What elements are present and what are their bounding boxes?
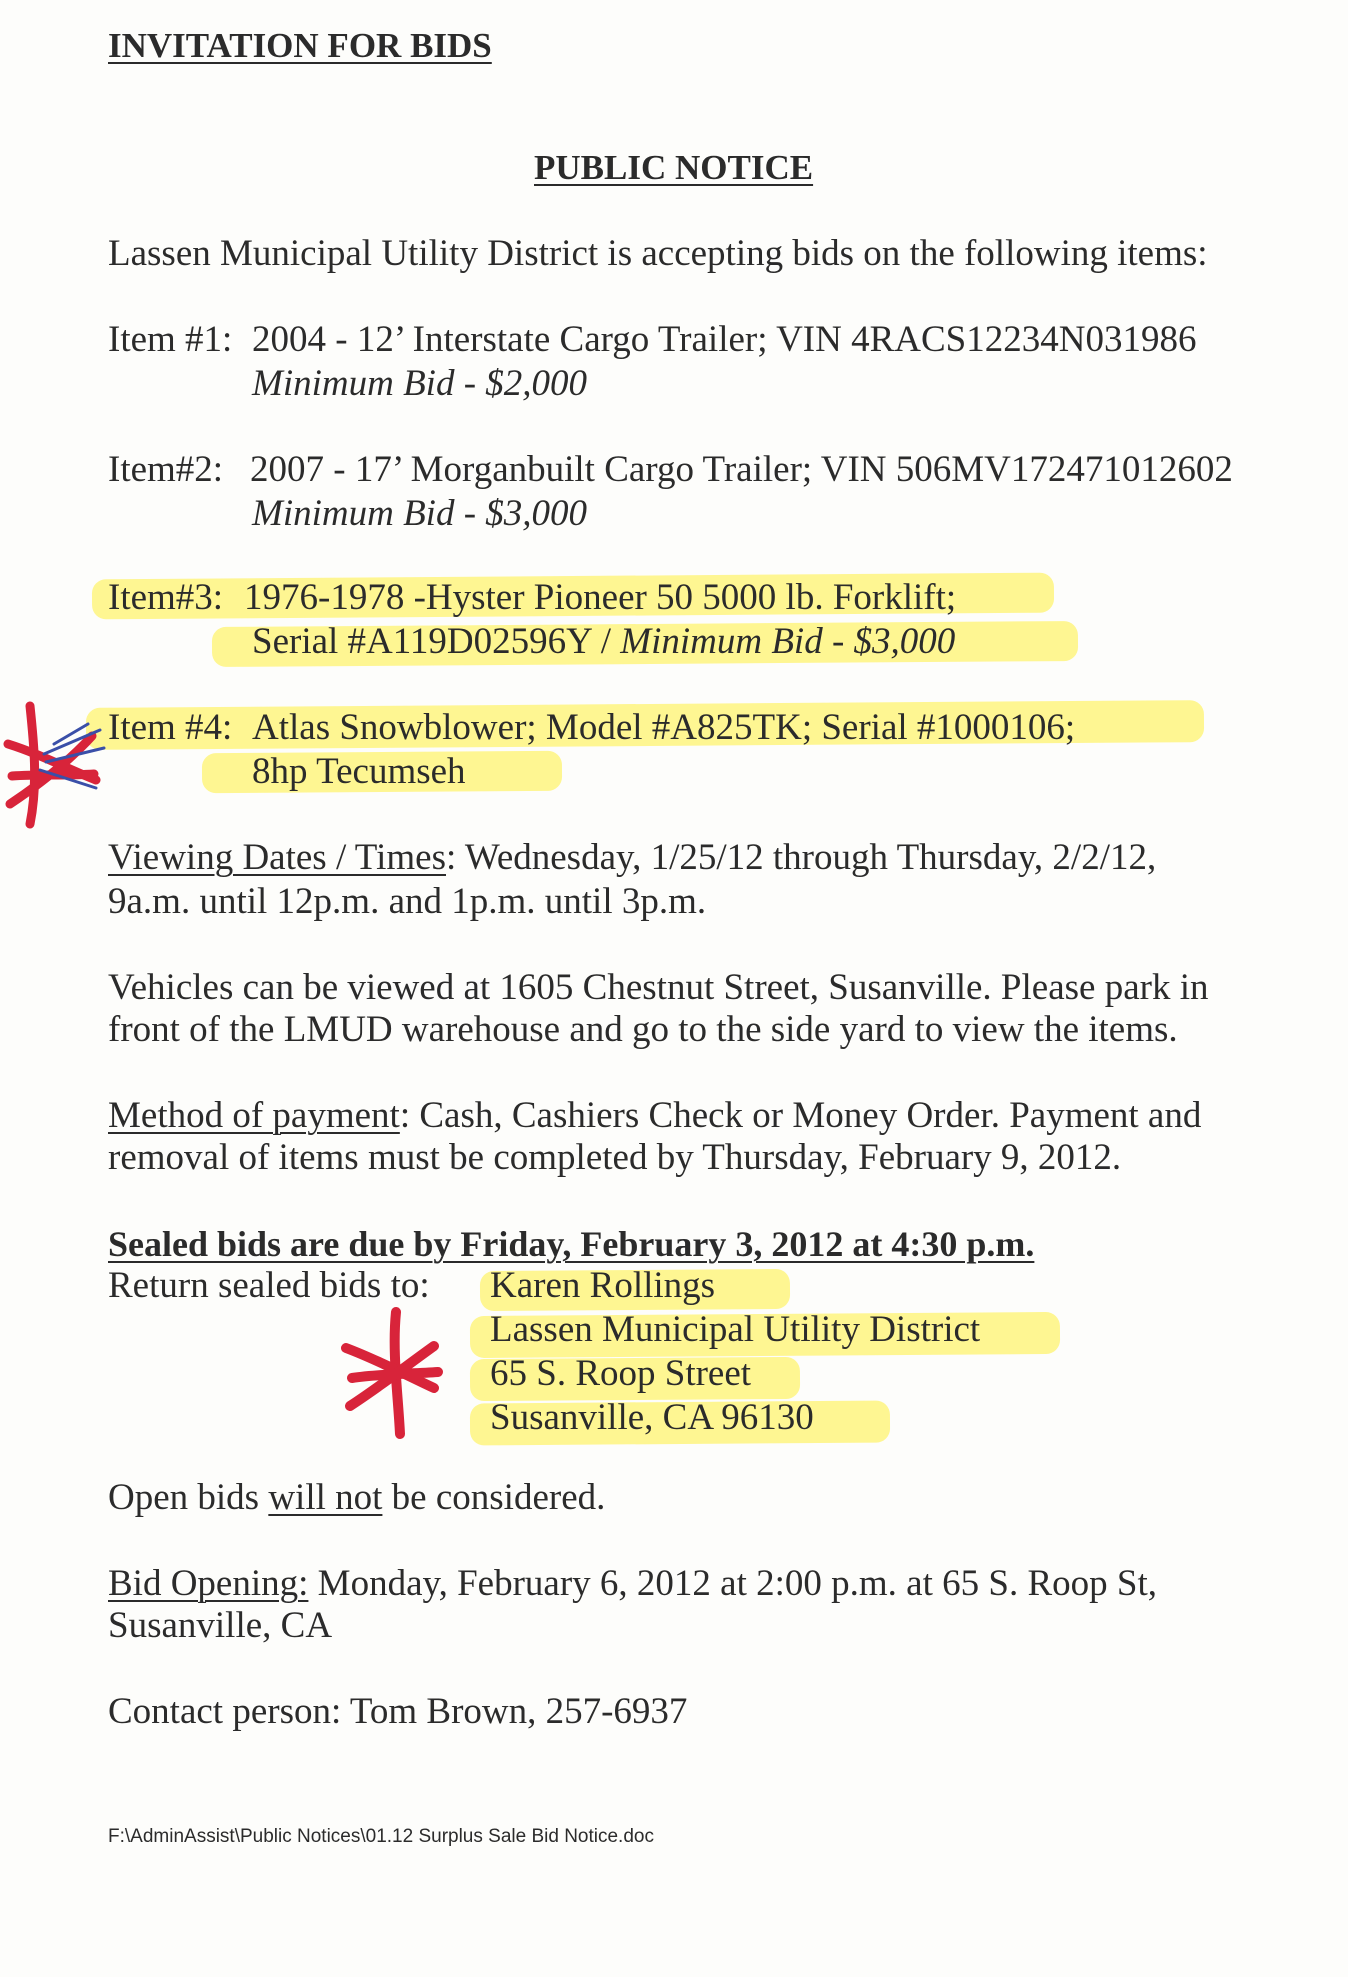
- payment-methods: : Cash, Cashiers Check or Money Order. Payment and: [399, 1095, 1202, 1136]
- location-line-1: Vehicles can be viewed at 1605 Chestnut Street, Susanville. Please park in: [108, 967, 1209, 1008]
- open-bids-notice: Open bids will not be considered.: [108, 1477, 606, 1518]
- viewing-times: 9a.m. until 12p.m. and 1p.m. until 3p.m.: [108, 881, 707, 922]
- contact-person: Contact person: Tom Brown, 257-6937: [108, 1691, 688, 1732]
- address-line-1: Karen Rollings: [490, 1265, 716, 1306]
- payment-label: Method of payment: [108, 1095, 400, 1136]
- footer-file-path: F:\AdminAssist\Public Notices\01.12 Surplus Sale Bid Notice.doc: [108, 1826, 654, 1847]
- viewing-line-1: [108, 836, 1156, 880]
- item-2-label: Item#2:: [108, 449, 224, 490]
- item-3-label: Item#3:: [108, 577, 224, 618]
- item-4-label: Item #4:: [108, 707, 233, 748]
- open-bids-emphasis: will not: [268, 1477, 383, 1518]
- sealed-bids-deadline: Sealed bids are due by Friday, February 3, 2012 at 4:30 p.m.: [108, 1224, 1035, 1264]
- page-title: PUBLIC NOTICE: [534, 148, 814, 187]
- item-3-minimum-bid: Minimum Bid - $3,000: [620, 621, 956, 662]
- bid-opening-label: Bid Opening:: [108, 1563, 309, 1604]
- item-1-description: 2004 - 12’ Interstate Cargo Trailer; VIN 4RACS12234N031986: [252, 319, 1197, 360]
- payment-line-2: removal of items must be completed by Thursday, February 9, 2012.: [108, 1137, 1122, 1178]
- item-4-description: Atlas Snowblower; Model #A825TK; Serial #1000106;: [252, 707, 1076, 748]
- item-2-minimum-bid: Minimum Bid - $3,000: [252, 493, 588, 534]
- item-3-serial: Serial #A119D02596Y /: [252, 621, 621, 662]
- viewing-dates: : Wednesday, 1/25/12 through Thursday, 2/2/12,: [446, 837, 1157, 878]
- viewing-label: Viewing Dates / Times: [108, 837, 446, 878]
- bid-opening-line-1: [108, 1562, 1157, 1606]
- item-2-description: 2007 - 17’ Morganbuilt Cargo Trailer; VIN 506MV172471012602: [250, 449, 1233, 490]
- address-line-4: Susanville, CA 96130: [490, 1397, 814, 1438]
- red-asterisk-mark-address: [338, 1302, 448, 1442]
- intro-text: Lassen Municipal Utility District is accepting bids on the following items:: [108, 233, 1208, 274]
- location-line-2: front of the LMUD warehouse and go to the side yard to view the items.: [108, 1009, 1178, 1050]
- heading: INVITATION FOR BIDS: [108, 26, 492, 65]
- return-label: Return sealed bids to:: [108, 1265, 430, 1306]
- item-4-engine: 8hp Tecumseh: [252, 751, 466, 792]
- item-1-minimum-bid: Minimum Bid - $2,000: [252, 363, 588, 404]
- payment-line-1: [108, 1094, 1201, 1138]
- item-3-serial-line: [252, 620, 955, 664]
- red-asterisk-mark-item4: [0, 684, 110, 844]
- bid-opening-line-2: Susanville, CA: [108, 1605, 333, 1646]
- address-line-3: 65 S. Roop Street: [490, 1353, 752, 1394]
- bid-opening-details: Monday, February 6, 2012 at 2:00 p.m. at 65 S. Roop St,: [308, 1563, 1157, 1604]
- item-1-label: Item #1:: [108, 319, 233, 360]
- item-3-description: 1976-1978 -Hyster Pioneer 50 5000 lb. Forklift;: [244, 577, 957, 618]
- address-line-2: Lassen Municipal Utility District: [490, 1309, 981, 1350]
